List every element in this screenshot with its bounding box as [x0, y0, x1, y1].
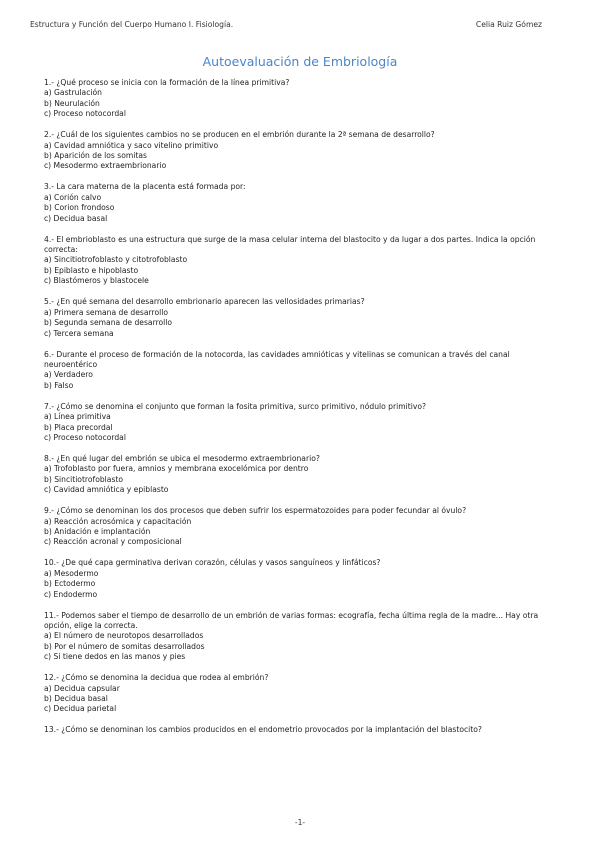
header-author: Celia Ruiz Gómez [475, 20, 542, 29]
question-block [44, 350, 564, 392]
question-text: 7.- ¿Cómo se denomina el conjunto que forman la fosita primitiva, surco primitivo, nódulo primitivo? [44, 401, 427, 411]
answer-option: b) Aparición de los somitas [44, 151, 147, 161]
answer-option: a) Decidua capsular [44, 683, 120, 693]
question-block [44, 402, 564, 444]
answer-option: a) Gastrulación [44, 88, 102, 98]
page-number: -1- [294, 818, 306, 827]
question-text: 10.- ¿De qué capa germinativa derivan corazón, células y vasos sanguíneos y linfáticos? [44, 558, 381, 568]
question-text: 4.- El embrioblasto es una estructura que surge de la masa celular interna del blastocito y da lugar a dos partes. Indica la opción correcta: [44, 234, 536, 255]
question-list [44, 78, 564, 746]
question-block [44, 454, 564, 496]
answer-option: a) Sincitiotrofoblasto y citotrofoblasto [44, 255, 188, 265]
answer-option: b) Segunda semana de desarrollo [44, 318, 173, 328]
answer-option: a) Primera semana de desarrollo [44, 307, 168, 317]
question-block [44, 725, 564, 735]
answer-option: c) Cavidad amniótica y epiblasto [44, 485, 169, 495]
page-header [30, 20, 542, 29]
answer-option: a) Corión calvo [44, 192, 102, 202]
answer-option: c) Si tiene dedos en las manos y pies [44, 652, 186, 662]
answer-option: b) Decidua basal [44, 694, 108, 704]
question-text: 13.- ¿Cómo se denominan los cambios producidos en el endometrio provocados por la implantación del blastocito? [44, 725, 482, 735]
answer-option: c) Decidua parietal [44, 704, 117, 714]
question-block [44, 130, 564, 172]
question-block [44, 78, 564, 120]
answer-option: c) Tercera semana [44, 328, 114, 338]
answer-option: a) Verdadero [44, 370, 93, 380]
question-text: 12.- ¿Cómo se denomina la decidua que rodea al embrión? [44, 673, 269, 683]
question-text: 1.- ¿Qué proceso se inicia con la formación de la línea primitiva? [44, 78, 290, 87]
question-block [44, 182, 564, 224]
answer-option: a) Mesodermo [44, 568, 99, 578]
answer-option: c) Proceso notocordal [44, 109, 126, 119]
answer-option: b) Placa precordal [44, 422, 113, 432]
page-title: Autoevaluación de Embriología [202, 54, 398, 69]
answer-option: b) Por el número de somitas desarrollados [44, 641, 205, 651]
question-block [44, 558, 564, 600]
answer-option: b) Ectodermo [44, 579, 96, 589]
answer-option: a) Trofoblasto por fuera, amnios y membrana exocelómica por dentro [44, 464, 309, 474]
question-text: 11.- Podemos saber el tiempo de desarrollo de un embrión de varias formas: ecografía, fecha última regla de la madre... Hay otra opción, elige la correcta. [44, 610, 539, 630]
question-text: 3.- La cara materna de la placenta está formada por: [44, 182, 246, 192]
answer-option: a) Reacción acrosómica y capacitación [44, 516, 192, 526]
question-block [44, 506, 564, 548]
answer-option: c) Proceso notocordal [44, 432, 126, 442]
answer-option: c) Mesodermo extraembrionario [44, 161, 167, 171]
answer-option: a) Línea primitiva [44, 412, 111, 422]
question-text: 5.- ¿En qué semana del desarrollo embrionario aparecen las vellosidades primarias? [44, 297, 365, 307]
question-block [44, 611, 564, 663]
answer-option: b) Neurulación [44, 98, 100, 108]
question-text: 2.- ¿Cuál de los siguientes cambios no se producen en el embrión durante la 2ª semana de desarrollo? [44, 130, 435, 140]
answer-option: b) Anidación e implantación [44, 526, 151, 536]
header-course: Estructura y Función del Cuerpo Humano I. Fisiología. [30, 20, 234, 29]
answer-option: c) Decidua basal [44, 213, 108, 223]
answer-option: b) Epiblasto e hipoblasto [44, 265, 139, 275]
question-text: 8.- ¿En qué lugar del embrión se ubica el mesodermo extraembrionario? [44, 453, 320, 463]
answer-option: c) Endodermo [44, 589, 98, 599]
question-block [44, 235, 564, 287]
answer-option: b) Sincitiotrofoblasto [44, 474, 124, 484]
answer-option: b) Falso [44, 380, 74, 390]
answer-option: a) El número de neurotopos desarrollados [44, 631, 204, 641]
question-text: 9.- ¿Cómo se denominan los dos procesos que deben sufrir los espermatozoides para poder fecundar al óvulo? [44, 506, 467, 516]
question-block [44, 673, 564, 715]
question-text: 6.- Durante el proceso de formación de la notocorda, las cavidades amnióticas y vitelinas se comunican a través del canal neuroentérico [44, 349, 510, 369]
answer-option: c) Blastómeros y blastocele [44, 276, 149, 286]
question-block [44, 297, 564, 339]
answer-option: b) Corion frondoso [44, 203, 115, 213]
answer-option: a) Cavidad amniótica y saco vitelino primitivo [44, 140, 219, 150]
answer-option: c) Reacción acronal y composicional [44, 537, 182, 547]
